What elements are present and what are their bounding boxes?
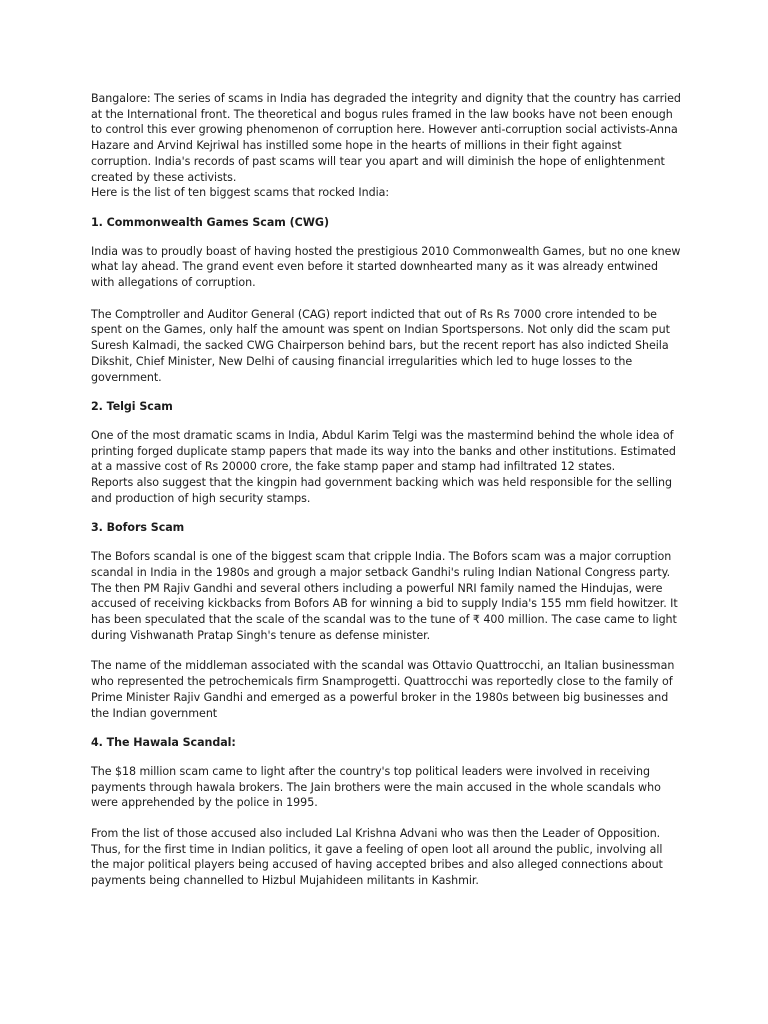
intro-section (91, 91, 681, 201)
section-paragraph: India was to proudly boast of having hosted the prestigious 2010 Commonwealth Games, but no one knew what lay ahead. The grand event even before it started downhearted many as it was already entwined with allegations of corruption. (91, 244, 681, 290)
intro-paragraph: Bangalore: The series of scams in India has degraded the integrity and dignity that the country has carried at the International front. The theoretical and bogus rules framed in the law books have not been enough to control this ever growing phenomenon of corruption here. However anti-corruption social activists-Anna Hazare and Arvind Kejriwal has instilled some hope in the hearts of millions in their fight against corruption. India's records of past scams will tear you apart and will diminish the hope of enlightenment created by these activists. (91, 92, 681, 184)
intro-list-lead: Here is the list of ten biggest scams that rocked India: (91, 186, 390, 200)
section-paragraph: One of the most dramatic scams in India, Abdul Karim Telgi was the mastermind behind the whole idea of printing forged duplicate stamp papers that made its way into the banks and other institutions. Estimated at a massive cost of Rs 20000 crore, the fake stamp paper and stamp had infiltrated 12 states. (91, 428, 676, 474)
document-page (91, 91, 681, 889)
section-paragraph: The $18 million scam came to light after the country's top political leaders were involved in receiving payments through hawala brokers. The Jain brothers were the main accused in the whole scandals who were apprehended by the police in 1995. (91, 764, 661, 810)
section-heading-bofors: 3. Bofors Scam (91, 521, 185, 535)
section-paragraph: The Comptroller and Auditor General (CAG) report indicted that out of Rs Rs 7000 crore intended to be spent on the Games, only half the amount was spent on Indian Sportspersons. Not only did the scam put Suresh Kalmadi, the sacked CWG Chairperson behind bars, but the recent report has also indicted Sheila Dikshit, Chief Minister, New Delhi of causing financial irregularities which led to huge losses to the government. (91, 307, 670, 384)
section-heading-telgi: 2. Telgi Scam (91, 400, 173, 414)
section-heading-cwg: 1. Commonwealth Games Scam (CWG) (91, 215, 329, 229)
section-paragraph: Reports also suggest that the kingpin had government backing which was held responsible for the selling and production of high security stamps. (91, 476, 673, 505)
section-heading-hawala: 4. The Hawala Scandal: (91, 736, 236, 750)
section-paragraph: From the list of those accused also included Lal Krishna Advani who was then the Leader of Opposition. Thus, for the first time in Indian politics, it gave a feeling of open loot all around the public, involving all the major political players being accused of having accepted bribes and also alleged connections about payments being channelled to Hizbul Mujahideen militants in Kashmir. (91, 827, 663, 888)
section-paragraph: The name of the middleman associated with the scandal was Ottavio Quattrocchi, an Italian businessman who represented the petrochemicals firm Snamprogetti. Quattrocchi was reportedly close to the family of Prime Minister Rajiv Gandhi and emerged as a powerful broker in the 1980s between big businesses and the Indian government (91, 659, 675, 720)
section-paragraph: The Bofors scandal is one of the biggest scam that cripple India. The Bofors scam was a major corruption scandal in India in the 1980s and grough a major setback Gandhi's ruling Indian National Congress party. The then PM Rajiv Gandhi and several others including a powerful NRI family named the Hindujas, were accused of receiving kickbacks from Bofors AB for winning a bid to supply India's 155 mm field howitzer. It has been speculated that the scale of the scandal was to the tune of ₹ 400 million. The case came to light during Vishwanath Pratap Singh's tenure as defense minister. (91, 550, 678, 642)
